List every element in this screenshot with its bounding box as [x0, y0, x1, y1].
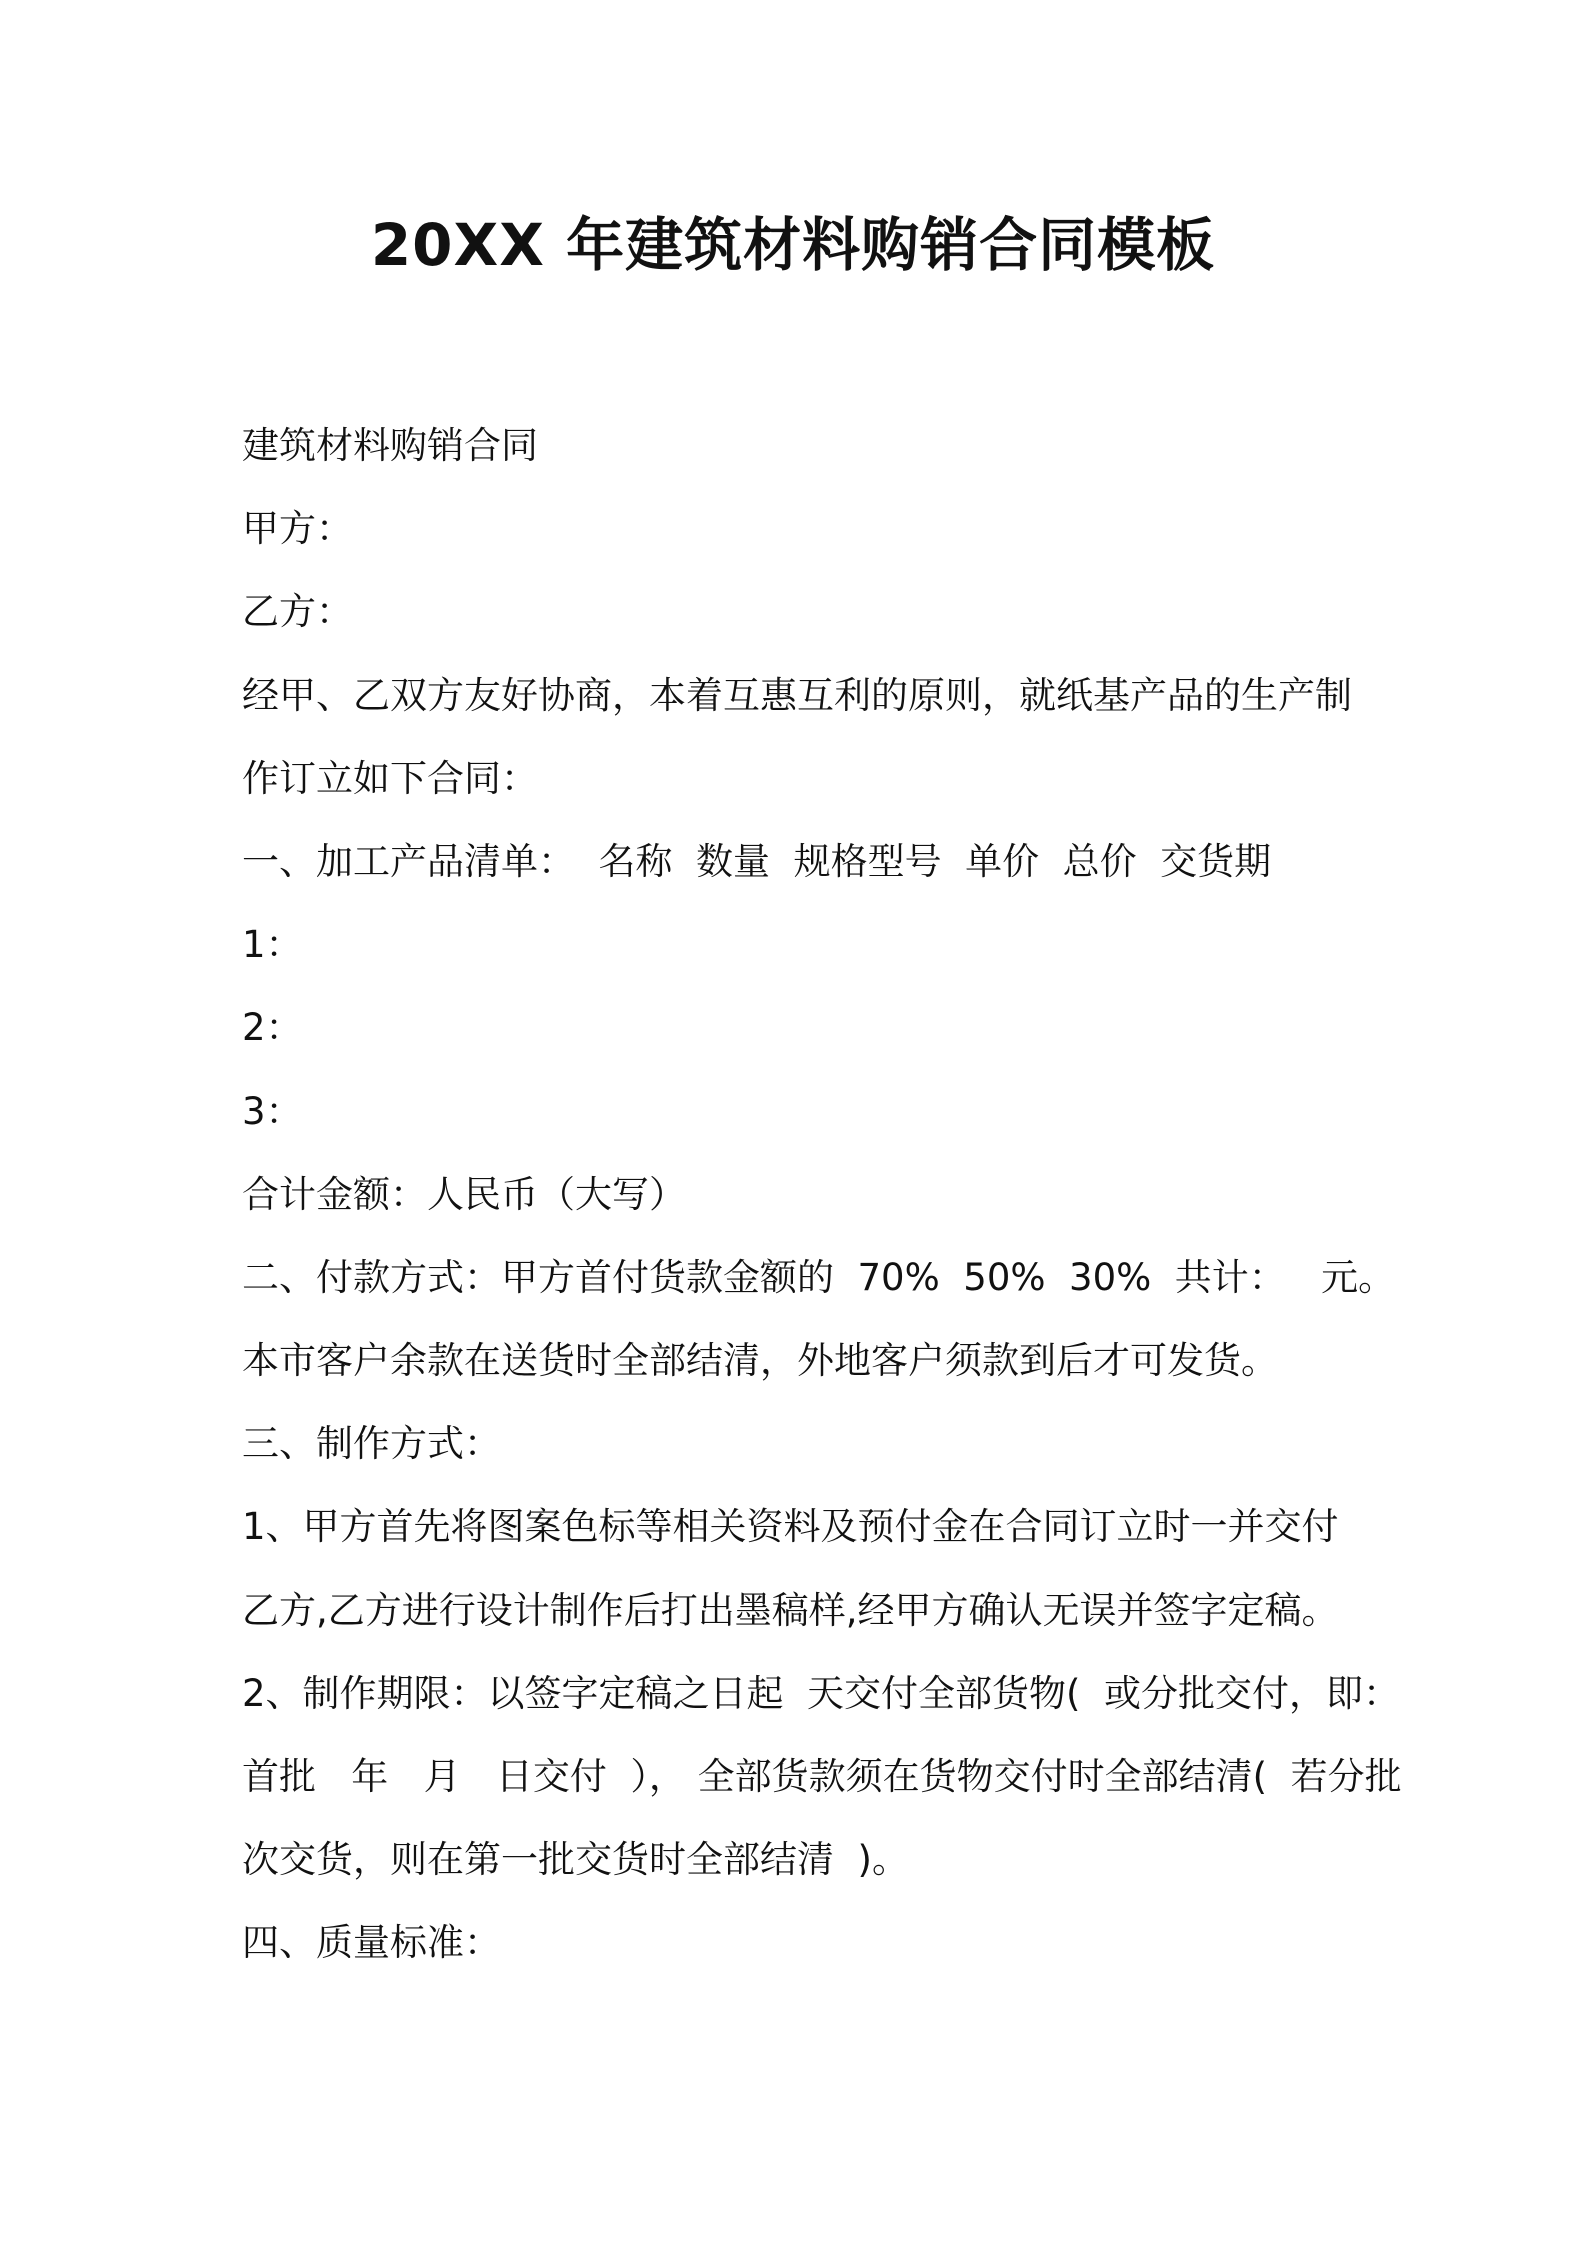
preamble-line-1: 经甲、乙双方友好协商，本着互惠互利的原则，就纸基产品的生产制 — [242, 673, 1352, 717]
section-4-quality: 四、质量标准： — [242, 1921, 501, 1965]
party-b-line: 乙方： — [242, 590, 353, 634]
document-title: 20XX 年建筑材料购销合同模板 — [370, 211, 1216, 279]
contract-heading: 建筑材料购销合同 — [242, 424, 538, 467]
total-amount-line: 合计金额：人民币（大写） — [242, 1172, 686, 1216]
production-clause-2-line-1: 2、制作期限：以签字定稿之日起 天交付全部货物( 或分批交付，即： — [242, 1671, 1401, 1715]
production-clause-2-line-3: 次交货，则在第一批交货时全部结清 )。 — [242, 1838, 909, 1882]
contract-body — [242, 404, 1402, 1985]
section-1-product-list: 一、加工产品清单： 名称 数量 规格型号 单价 总价 交货期 — [242, 839, 1272, 883]
production-clause-1-line-1: 1、甲方首先将图案色标等相关资料及预付金在合同订立时一并交付 — [242, 1505, 1339, 1549]
section-3-production: 三、制作方式： — [242, 1422, 501, 1466]
product-item-2: 2： — [242, 1006, 303, 1050]
section-2-payment: 二、付款方式：甲方首付货款金额的 70% 50% 30% 共计： 元。 — [242, 1255, 1396, 1299]
preamble-line-2: 作订立如下合同： — [242, 756, 538, 800]
party-a-line: 甲方： — [242, 507, 353, 551]
product-item-3: 3： — [242, 1089, 303, 1133]
production-clause-2-line-2: 首批 年 月 日交付 ）， 全部货款须在货物交付时全部结清( 若分批 — [242, 1755, 1402, 1798]
payment-line-2: 本市客户余款在送货时全部结清，外地客户须款到后才可发货。 — [242, 1339, 1278, 1383]
product-item-1: 1： — [242, 923, 303, 967]
production-clause-1-line-2: 乙方,乙方进行设计制作后打出墨稿样,经甲方确认无误并签字定稿。 — [242, 1588, 1339, 1632]
